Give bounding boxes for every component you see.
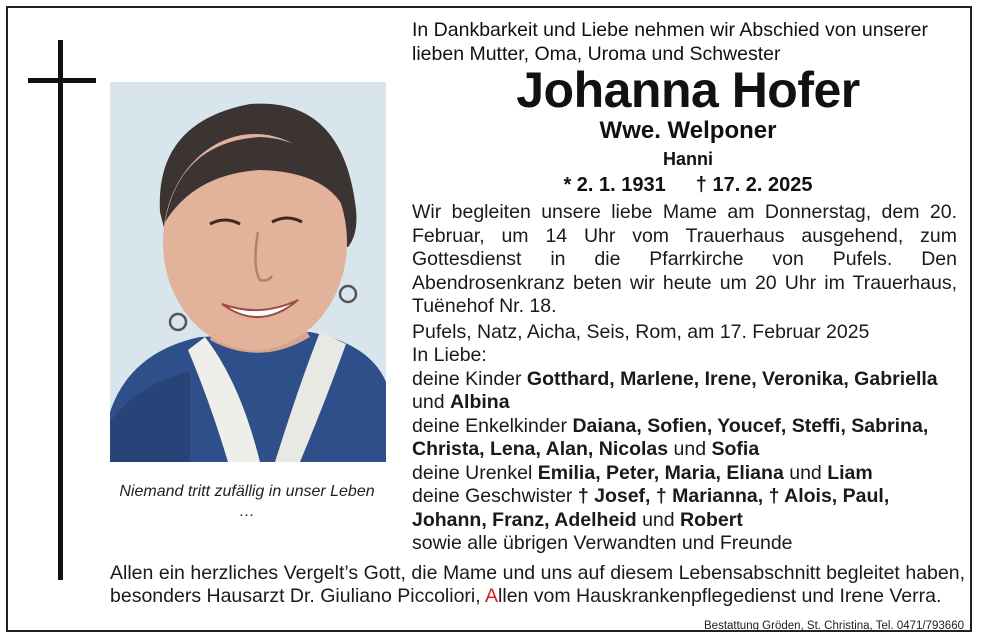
deceased-name: Johanna Hofer: [516, 62, 860, 118]
thanks-red-letter: A: [485, 584, 499, 607]
grandchildren-line: [412, 415, 957, 462]
thanks-part1: Allen ein herzliches Vergelt’s Gott, die Mame und uns auf diesem Lebensabschnitt begleitet haben, besonders Hausarzt Dr. Giuliano Piccoliori,: [110, 562, 965, 607]
portrait-photo: [110, 82, 386, 462]
children-last: Albina: [449, 391, 510, 413]
siblings-prefix: deine Geschwister: [412, 485, 573, 507]
grandchildren-prefix: deine Enkelkinder: [412, 414, 568, 437]
grandchildren-last: Sofia: [711, 438, 760, 460]
grandchildren-and: und: [673, 438, 707, 460]
thanks-paragraph: [110, 562, 965, 607]
cross-icon-vertical: [58, 40, 63, 580]
intro-text: In Dankbarkeit und Liebe nehmen wir Abschied von unserer lieben Mutter, Oma, Uroma und Schwester: [412, 19, 928, 65]
death-date: † 17. 2. 2025: [695, 174, 813, 196]
nickname: Hanni: [662, 149, 713, 169]
in-love-heading: In Liebe:: [412, 344, 487, 366]
great-and: und: [789, 461, 822, 484]
great-last: Liam: [827, 461, 873, 484]
birth-date: * 2. 1. 1931: [563, 174, 666, 196]
relatives-line: sowie alle übrigen Verwandten und Freunde: [412, 532, 793, 554]
children-line: [412, 368, 957, 415]
children-names: Gotthard, Marlene, Irene, Veronika, Gabriella: [526, 367, 938, 390]
great-prefix: deine Urenkel: [412, 461, 533, 484]
thanks-part2: llen vom Hauskrankenpflegedienst und Irene Verra.: [498, 584, 942, 607]
children-prefix: deine Kinder: [412, 367, 522, 390]
great-grandchildren-line: [412, 462, 957, 486]
widow-name: Wwe. Welponer: [599, 117, 777, 144]
funeral-home-credit: Bestattung Gröden, St. Christina, Tel. 0471/793660: [704, 620, 964, 632]
grandchildren-names: Daiana, Sofien, Youcef, Steffi, Sabrina, Christa, Lena, Alan, Nicolas: [412, 414, 929, 460]
siblings-and: und: [642, 508, 675, 531]
siblings-last: Robert: [680, 508, 743, 531]
siblings-line: [412, 485, 957, 532]
life-dates: [412, 173, 964, 197]
place-date: Pufels, Natz, Aicha, Seis, Rom, am 17. Februar 2025: [412, 320, 870, 343]
funeral-details: Wir begleiten unsere liebe Mame am Donnerstag, dem 20. Februar, um 14 Uhr vom Trauerhaus ausgehend, zum Gottesdienst in die Pfarrkirche von Pufels. Den Abendrosenkranz beten wir heute um 20 Uhr im Trauerhaus, Tuënehof Nr. 18.: [412, 201, 957, 317]
siblings-names: † Josef, † Marianna, † Alois, Paul, Johann, Franz, Adelheid: [412, 485, 890, 531]
cross-icon-horizontal: [28, 78, 96, 83]
notice-body: [412, 201, 957, 556]
children-and: und: [412, 391, 445, 413]
great-names: Emilia, Peter, Maria, Eliana: [537, 461, 784, 484]
motto-quote: Niemand tritt zufällig in unser Leben …: [119, 483, 375, 520]
